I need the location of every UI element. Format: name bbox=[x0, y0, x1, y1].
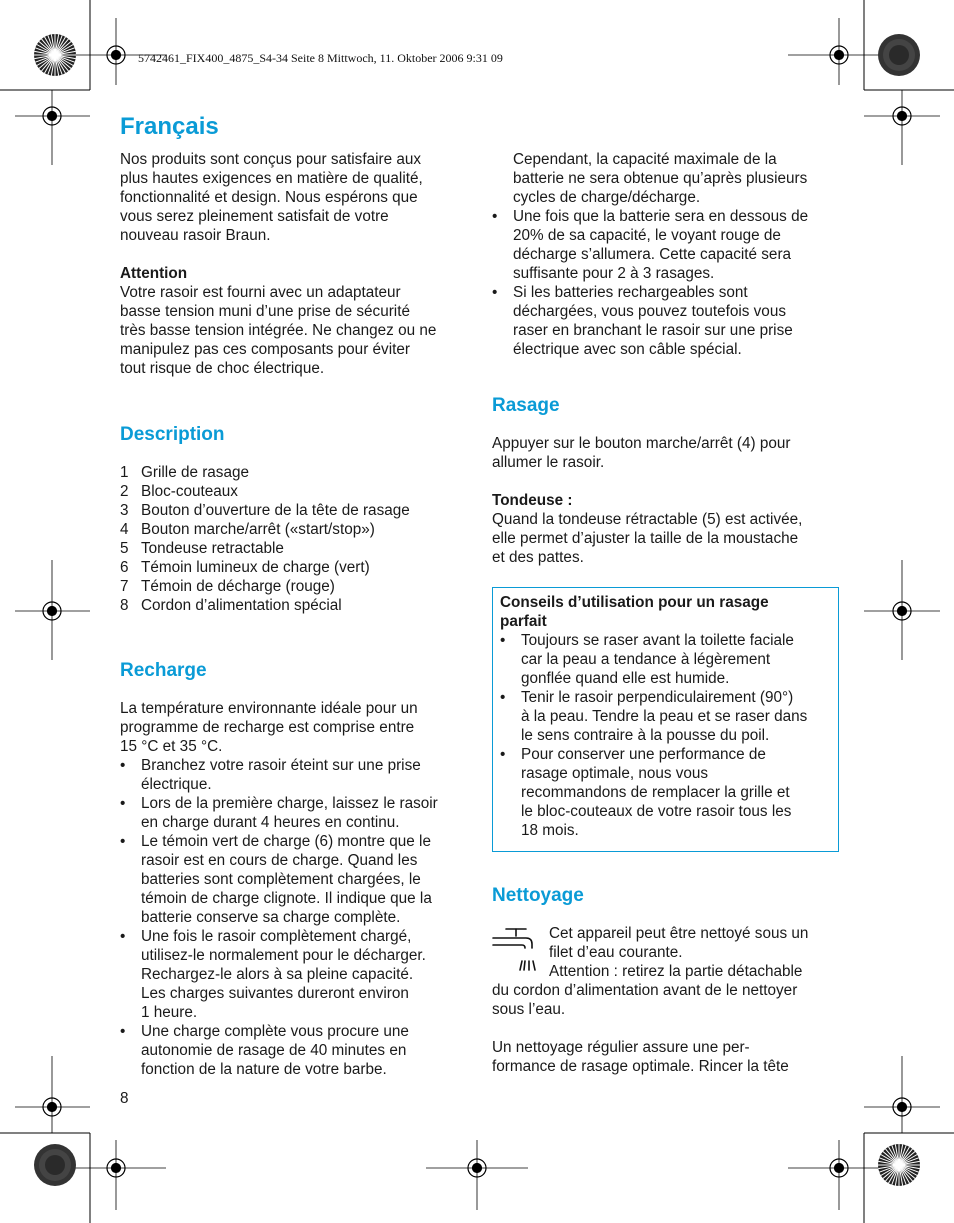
list-item: • Une fois que la batterie sera en dessous de 20% de sa capacité, le voyant rouge de décharge s’allumera. Cette capacité sera suffisante pour 2 à 3 rasages. bbox=[492, 208, 809, 282]
list-item: 2 Bloc-couteaux bbox=[120, 483, 238, 500]
color-wheel-icon bbox=[33, 1143, 77, 1187]
attention-heading: Attention bbox=[120, 265, 188, 282]
section-heading-description: Description bbox=[120, 424, 225, 445]
list-item: • Toujours se raser avant la toilette faciale car la peau a tendance à légèrement gonflée quand elle est humide. bbox=[500, 632, 794, 687]
print-slug-header: 5742461_FIX400_4875_S4-34 Seite 8 Mittwoch, 11. Oktober 2006 9:31 09 bbox=[138, 51, 503, 65]
list-item: 6 Témoin lumineux de charge (vert) bbox=[120, 559, 370, 576]
list-item: • Si les batteries rechargeables sont déchargées, vous pouvez toutefois vous raser en branchant le rasoir sur une prise électrique avec son câble spécial. bbox=[492, 284, 793, 358]
list-item: 7 Témoin de décharge (rouge) bbox=[120, 578, 335, 595]
list-item: 3 Bouton d’ouverture de la tête de rasage bbox=[120, 502, 410, 519]
tondeuse-heading: Tondeuse : bbox=[492, 492, 573, 509]
section-heading-recharge: Recharge bbox=[120, 660, 207, 681]
list-item: 4 Bouton marche/arrêt («start/stop») bbox=[120, 521, 375, 538]
list-item: 8 Cordon d’alimentation spécial bbox=[120, 597, 342, 614]
list-item: • Le témoin vert de charge (6) montre que le rasoir est en cours de charge. Quand les batteries sont complètement chargées, le témoin de charge clignote. Il indique que la batterie conserve sa charge complète. bbox=[120, 833, 432, 926]
color-wheel-icon bbox=[33, 33, 77, 77]
list-item: • Une charge complète vous procure une autonomie de rasage de 40 minutes en fonction de la nature de votre barbe. bbox=[120, 1023, 409, 1078]
page-title: Français bbox=[120, 113, 219, 140]
list-item: • Tenir le rasoir perpendiculairement (90°) à la peau. Tendre la peau et se raser dans le sens contraire à la pousse du poil. bbox=[500, 689, 808, 744]
recharge-continuation: Cependant, la capacité maximale de la batterie ne sera obtenue qu’après plusieurs cycles de charge/décharge. • Une fois que la batterie sera en dessous de 20% de sa capacité, le voyant rouge de décharge s’allumera. Cette capacité sera suffisante pour 2 à 3 rasages. • Si les batteries rechargeables sont déchargées, vous pouvez toutefois vous raser en branchant le rasoir sur une prise électrique avec son câble spécial. bbox=[492, 150, 837, 359]
list-item: 5 Tondeuse retractable bbox=[120, 540, 284, 557]
intro-paragraph: Nos produits sont conçus pour satisfaire aux plus hautes exigences en matière de qualité, fonctionnalité et design. Nous espérons que vous serez pleinement satisfait de votre nouveau rasoir Braun. bbox=[120, 151, 423, 244]
list-item: • Lors de la première charge, laissez le rasoir en charge durant 4 heures en continu. bbox=[120, 795, 438, 831]
list-item: • Pour conserver une performance de rasage optimale, nous vous recommandons de remplacer la grille et le bloc-couteaux de votre rasoir tous les 18 mois. bbox=[500, 746, 792, 839]
list-item: 1 Grille de rasage bbox=[120, 464, 249, 481]
tips-content: Conseils d’utilisation pour un rasage parfait • Toujours se raser avant la toilette faciale car la peau a tendance à légèrement gonflée quand elle est humide. • Tenir le rasoir perpendiculairement (90°) à la peau. Tendre la peau et se raser dans le sens contraire à la pousse du poil. • Pour conserver une performance de rasage optimale, nous vous recommandons de remplacer la grille et le bloc-couteaux de votre rasoir tous les 18 mois. bbox=[500, 593, 835, 840]
color-wheel-icon bbox=[877, 33, 921, 77]
list-item: • Branchez votre rasoir éteint sur une prise électrique. bbox=[120, 757, 421, 793]
list-item: • Une fois le rasoir complètement chargé, utilisez-le normalement pour le décharger. Rechargez-le alors à sa pleine capacité. Les charges suivantes dureront environ 1 heure. bbox=[120, 928, 426, 1021]
section-heading-nettoyage: Nettoyage bbox=[492, 885, 584, 906]
nettoyage-text: du cordon d’alimentation avant de le nettoyer sous l’eau. Un nettoyage régulier assure une per- formance de rasage optimale. Rincer la tête bbox=[492, 982, 798, 1075]
description-list bbox=[120, 463, 465, 615]
faucet-icon bbox=[492, 926, 540, 972]
section-heading-rasage: Rasage bbox=[492, 395, 560, 416]
rasage-text: Appuyer sur le bouton marche/arrêt (4) pour allumer le rasoir. Tondeuse : Quand la tondeuse rétractable (5) est activée, elle permet d’ajuster la taille de la moustache et des pattes. bbox=[492, 434, 837, 567]
nettoyage-text-icon: Cet appareil peut être nettoyé sous un filet d’eau courante. Attention : retirez la partie détachable bbox=[549, 925, 809, 980]
attention-block: Attention Votre rasoir est fourni avec un adaptateur basse tension muni d’une prise de sécurité très basse tension intégrée. Ne changez ou ne manipulez pas ces composants pour éviter tout risque de choc électrique. bbox=[120, 264, 465, 378]
color-wheel-icon bbox=[877, 1143, 921, 1187]
recharge-text: La température environnante idéale pour un programme de recharge est comprise entre 15 °C et 35 °C. • Branchez votre rasoir éteint sur une prise électrique. • Lors de la première charge, laissez le rasoir en charge durant 4 heures en continu. • Le témoin vert de charge (6) montre que le rasoir est en cours de charge. Quand les batteries sont complètement chargées, le témoin de charge clignote. Il indique que la batterie conserve sa charge complète. • Une fois le rasoir complètement chargé, utilisez-le normalement pour le décharger. Rechargez-le alors à sa pleine capacité. Les charges suivantes dureront environ 1 heure. • Une charge complète vous procure une autonomie de rasage de 40 minutes en fonction de la nature de votre barbe. bbox=[120, 699, 465, 1079]
page-number: 8 bbox=[120, 1090, 129, 1107]
tips-heading: Conseils d’utilisation pour un rasage bbox=[500, 594, 769, 611]
